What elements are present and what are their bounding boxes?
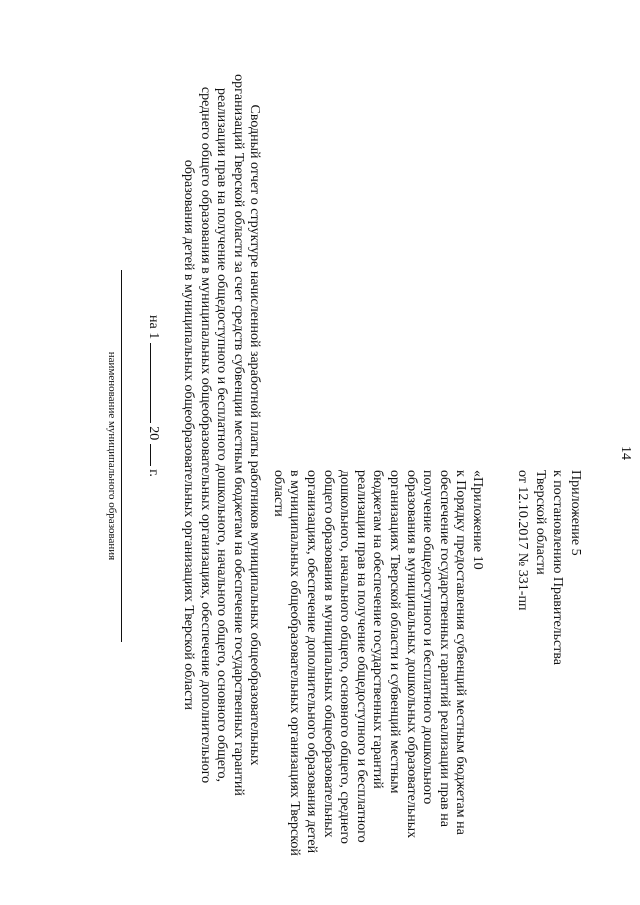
- appendix-10-line: обеспечение государственных гарантий реализации прав на: [436, 470, 452, 827]
- appendix-10-line: организациях Тверской области и субвенций местным: [387, 470, 403, 794]
- report-title-line: организаций Тверской области за счет средств субвенции местным бюджетам на обеспечение государственных гарантий: [230, 74, 246, 796]
- year-blank-field: [150, 444, 163, 466]
- date-year-prefix: 20: [146, 426, 161, 441]
- appendix-10-line: «Приложение 10: [470, 470, 485, 570]
- date-prefix: на 1: [146, 315, 161, 340]
- appendix-10-line: к Порядку предоставления субвенций местным бюджетам на: [453, 470, 469, 835]
- appendix-10-line: получение общедоступного и бесплатного дошкольного: [420, 470, 436, 805]
- page-number: 14: [618, 446, 633, 460]
- report-title-line: реализации прав на получение общедоступного и бесплатного дошкольного, начального общего, основного общего,: [214, 87, 230, 783]
- appendix-5-line: к постановлению Правительства: [550, 470, 566, 666]
- date-blank-field: [150, 343, 163, 423]
- report-title: [180, 15, 262, 855]
- appendix-5-line: Приложение 5: [568, 470, 583, 556]
- municipality-caption: наименование муниципального образования: [105, 270, 122, 642]
- appendix-10-line: дошкольного, начального общего, основного общего, среднего: [337, 470, 353, 844]
- report-title-line: образования детей в муниципальных общеобразовательных организациях Тверской области: [181, 159, 197, 711]
- appendix-5-line: Тверской области: [533, 470, 548, 575]
- report-date-line: [146, 315, 163, 575]
- appendix-10-line: в муниципальных общеобразовательных организациях Тверской: [287, 470, 303, 856]
- report-title-line: среднего общего образования в муниципальных общеобразовательных организациях, обеспечение дополнительного: [197, 86, 213, 784]
- appendix-10-line: бюджетам на обеспечение государственных гарантий: [370, 470, 386, 789]
- appendix-10-line: области: [270, 470, 286, 517]
- report-title-line: Сводный отчет о структуре начисленной заработной платы работников муниципальных общеобразовательных: [247, 104, 262, 766]
- appendix-10-line: общего образования в муниципальных общеобразовательных: [320, 470, 336, 838]
- appendix-10-line: реализации прав на получение общедоступного и бесплатного: [353, 470, 369, 843]
- appendix-5-line: от 12.10.2017 № 331-пп: [515, 470, 531, 611]
- appendix-10-block: [269, 470, 485, 870]
- appendix-10-line: организациях, обеспечение дополнительного образования детей: [304, 470, 320, 854]
- appendix-10-line: образования в муниципальных дошкольных образовательных: [403, 470, 419, 839]
- appendix-5-block: [514, 470, 584, 730]
- date-suffix: г.: [146, 469, 161, 477]
